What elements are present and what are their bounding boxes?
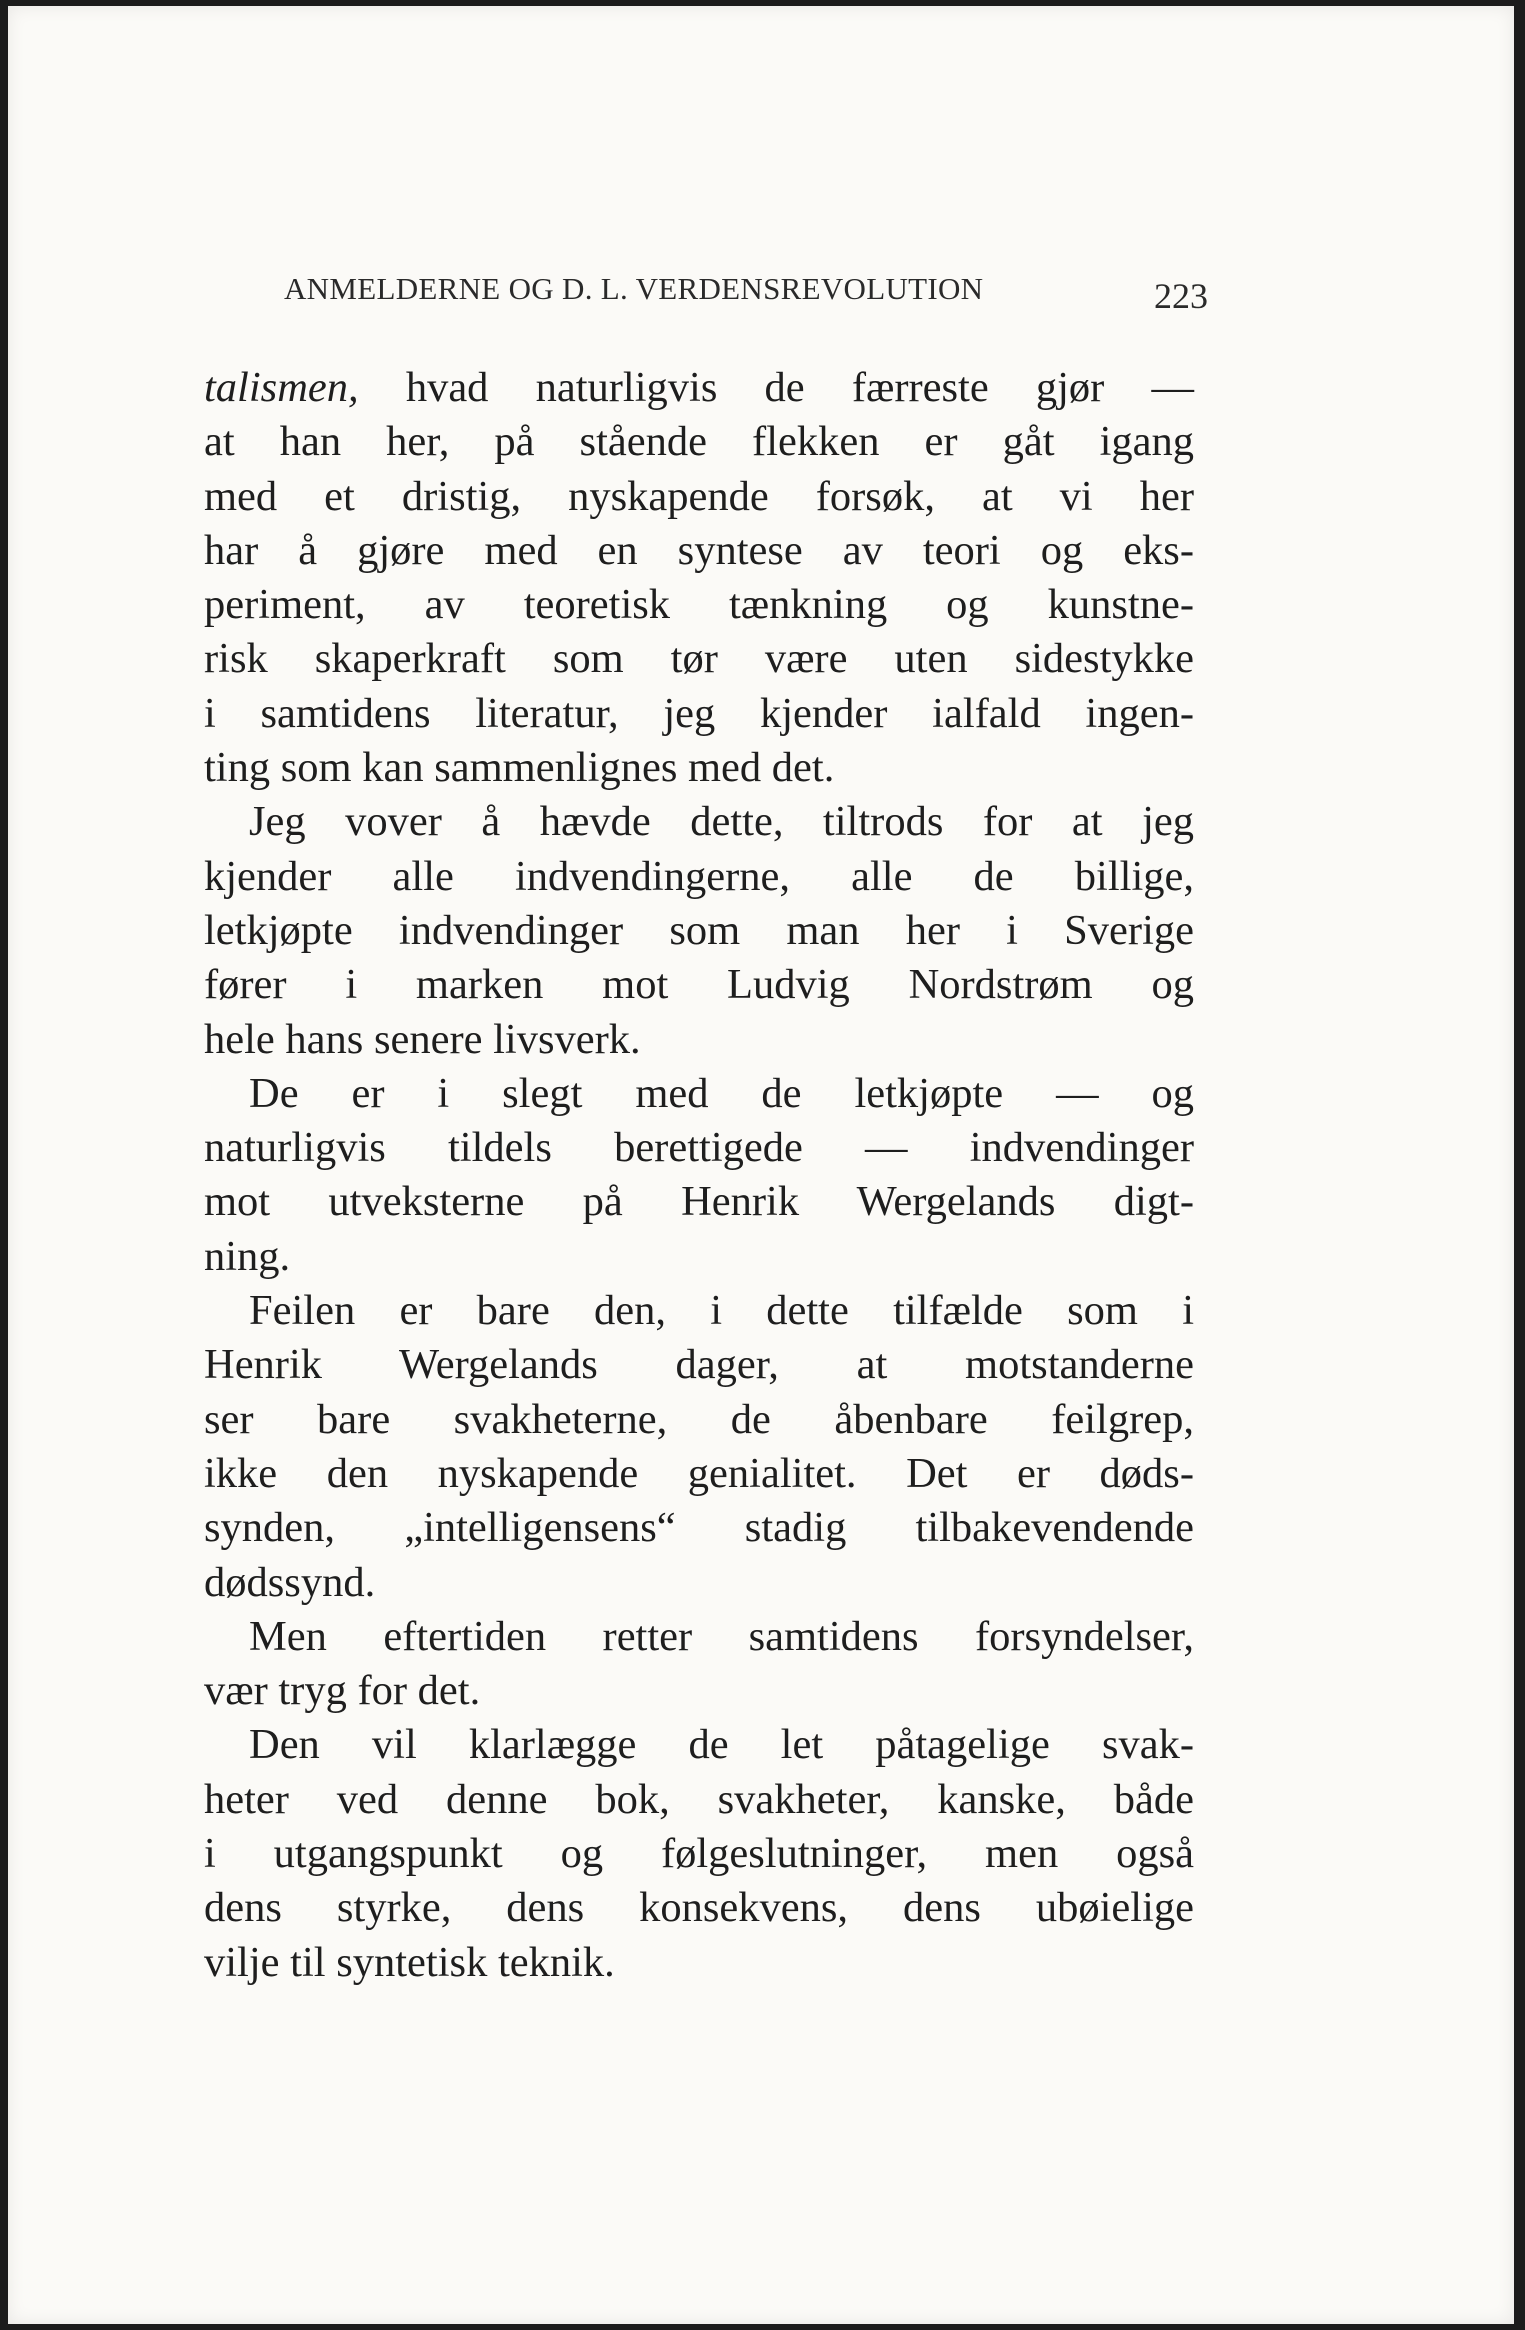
page-number: 223 (1154, 276, 1208, 316)
text-line: vær tryg for det. (204, 1667, 481, 1715)
text-line: at han her, på stående flekken er gåt igang (204, 418, 1194, 466)
text-line: med et dristig, nyskapende forsøk, at vi her (204, 472, 1194, 520)
text-line: i samtidens literatur, jeg kjender ialfald ingen- (204, 689, 1194, 737)
body-text (204, 361, 1194, 1990)
text-line: kjender alle indvendingerne, alle de billige, (204, 852, 1194, 900)
text-line-rest: hvad naturligvis de færreste gjør — (358, 364, 1194, 411)
text-line (204, 361, 1194, 415)
text-line: ning. (204, 1232, 291, 1280)
text-line: periment, av teoretisk tænkning og kunstne- (204, 581, 1194, 629)
text-line: mot utveksterne på Henrik Wergelands digt- (204, 1178, 1194, 1226)
text-line: har å gjøre med en syntese av teori og eks- (204, 526, 1194, 574)
text-line: ikke den nyskapende genialitet. Det er døds- (204, 1449, 1194, 1497)
text-line: De er i slegt med de letkjøpte — og (249, 1069, 1194, 1117)
text-line: risk skaperkraft som tør være uten sidestykke (204, 635, 1194, 683)
text-line: dødssynd. (204, 1558, 376, 1606)
text-line: Jeg vover å hævde dette, tiltrods for at jeg (249, 798, 1194, 846)
running-head (276, 261, 1236, 321)
text-line: vilje til syntetisk teknik. (204, 1938, 615, 1986)
text-line: Men eftertiden retter samtidens forsyndelser, (249, 1612, 1194, 1660)
text-line: letkjøpte indvendinger som man her i Sverige (204, 906, 1194, 954)
text-line: ting som kan sammenlignes med det. (204, 744, 835, 792)
text-line: naturligvis tildels berettigede — indvendinger (204, 1124, 1194, 1172)
text-line: dens styrke, dens konsekvens, dens ubøielige (204, 1884, 1194, 1932)
text-line: ser bare svakheterne, de åbenbare feilgrep, (204, 1395, 1194, 1443)
text-line: synden, „intelligensens“ stadig tilbakevendende (204, 1504, 1194, 1552)
text-line: Den vil klarlægge de let påtagelige svak- (249, 1721, 1194, 1769)
text-line: Feilen er bare den, i dette tilfælde som i (249, 1287, 1194, 1335)
text-line: heter ved denne bok, svakheter, kanske, både (204, 1775, 1194, 1823)
italic-word: talismen, (204, 364, 359, 411)
text-line: hele hans senere livsverk. (204, 1015, 641, 1063)
running-title: ANMELDERNE OG D. L. VERDENSREVOLUTION (284, 271, 984, 306)
text-line: i utgangspunkt og følgeslutninger, men også (204, 1830, 1194, 1878)
text-line: Henrik Wergelands dager, at motstanderne (204, 1341, 1194, 1389)
book-page (8, 6, 1514, 2324)
text-line: fører i marken mot Ludvig Nordstrøm og (204, 961, 1194, 1009)
